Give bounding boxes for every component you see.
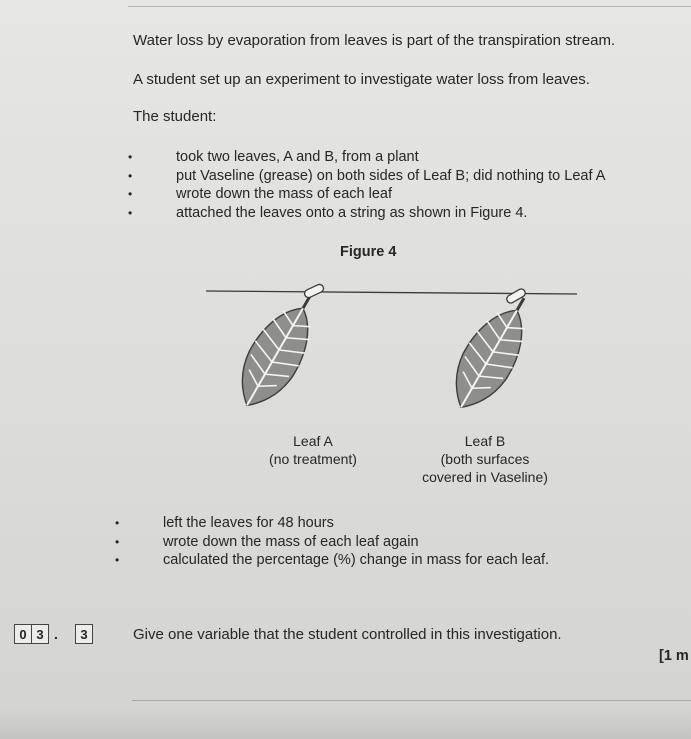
question-digit-box: 0 bbox=[14, 624, 32, 644]
clip-a bbox=[303, 283, 325, 299]
list-item: • left the leaves for 48 hours bbox=[163, 514, 549, 533]
leaf-b-note-2: covered in Vaseline) bbox=[422, 469, 548, 485]
list-item: • wrote down the mass of each leaf again bbox=[163, 533, 549, 552]
page-top-rule bbox=[128, 6, 691, 7]
leaf-a-drawing bbox=[225, 284, 331, 412]
list-item: • took two leaves, A and B, from a plant bbox=[176, 148, 605, 167]
question-text: Give one variable that the student controlled in this investigation. bbox=[133, 626, 562, 643]
list-item: • attached the leaves onto a string as shown in Figure 4. bbox=[176, 204, 605, 223]
question-digit-box: 3 bbox=[32, 624, 49, 644]
steps-before-list bbox=[176, 148, 605, 222]
leaf-a-note: (no treatment) bbox=[269, 451, 357, 467]
intro-line-3: The student: bbox=[133, 108, 217, 125]
marks-label: [1 m bbox=[659, 648, 689, 664]
intro-line-2: A student set up an experiment to investigate water loss from leaves. bbox=[133, 71, 590, 88]
leaf-a-label bbox=[248, 432, 378, 468]
leaf-b-name: Leaf B bbox=[464, 433, 506, 449]
figure-title: Figure 4 bbox=[340, 244, 397, 260]
answer-line[interactable] bbox=[132, 700, 691, 701]
question-part-box: 3 bbox=[75, 624, 93, 644]
question-separator: . bbox=[54, 626, 58, 642]
figure-4-diagram bbox=[200, 272, 590, 412]
leaf-b-drawing bbox=[439, 286, 545, 412]
intro-line-1: Water loss by evaporation from leaves is part of the transpiration stream. bbox=[133, 32, 616, 49]
list-item: • calculated the percentage (%) change in mass for each leaf. bbox=[163, 551, 549, 570]
leaf-b-note-1: (both surfaces bbox=[440, 451, 530, 467]
leaf-b-label bbox=[405, 432, 565, 486]
list-item: • put Vaseline (grease) on both sides of Leaf B; did nothing to Leaf A bbox=[176, 167, 605, 186]
leaf-a-name: Leaf A bbox=[293, 433, 333, 449]
steps-after-list bbox=[163, 514, 549, 570]
question-number bbox=[14, 624, 93, 644]
list-item: • wrote down the mass of each leaf bbox=[176, 185, 605, 204]
